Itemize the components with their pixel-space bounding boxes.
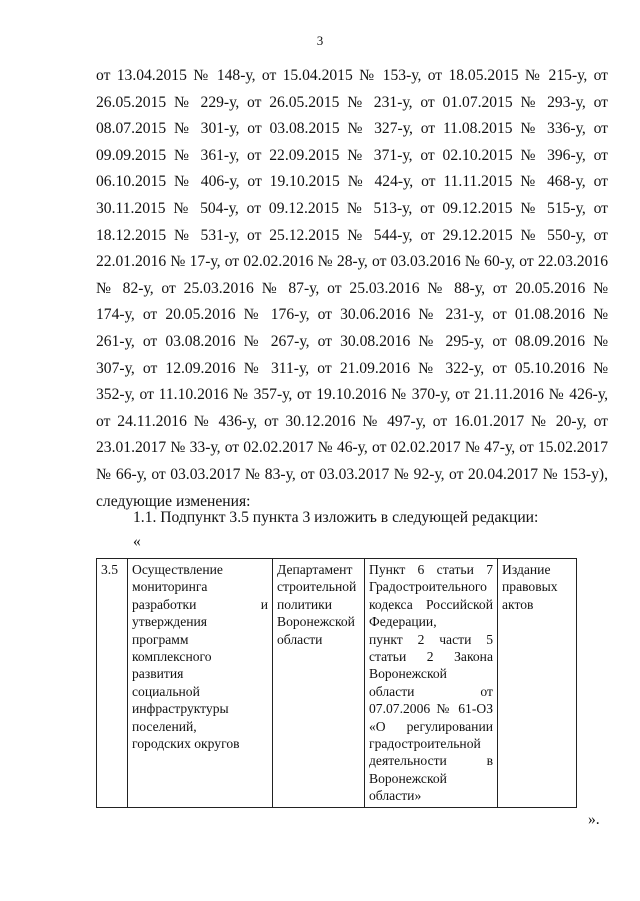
paragraph-line: 261-у, от 03.08.2016 № 267-у, от 30.08.2016 № 295-у, от 08.09.2016 № (96, 332, 608, 350)
cell-line: Издание (502, 562, 551, 577)
cell-line: утверждения (132, 614, 208, 630)
paragraph-line: 30.11.2015 № 504-у, от 09.12.2015 № 513-у, от 09.12.2015 № 515-у, от (96, 199, 608, 217)
table-row (97, 559, 577, 808)
cell-line: «О регулировании (369, 718, 493, 734)
opening-quote: « (133, 533, 141, 550)
cell-line: 07.07.2006 № 61-ОЗ (369, 701, 493, 717)
cell-line: деятельности в (369, 753, 493, 769)
amendment-table (96, 558, 577, 808)
cell-line: мониторинга (132, 579, 208, 595)
paragraph-line: 22.01.2016 № 17-у, от 02.02.2016 № 28-у, от 03.03.2016 № 60-у, от 22.03.2016 (96, 253, 608, 271)
paragraph-line: 307-у, от 12.09.2016 № 311-у, от 21.09.2016 № 322-у, от 05.10.2016 № (96, 359, 608, 377)
cell-line: городских округов (132, 736, 240, 752)
cell-line: пункт 2 части 5 (369, 631, 493, 647)
cell-line: 3.5 (101, 562, 118, 577)
cell-line: правовых (502, 579, 558, 595)
cell-line: актов (502, 596, 534, 612)
cell-line: Осуществление (132, 562, 223, 577)
cell-line: разработки и (132, 596, 268, 612)
cell-line: политики (277, 596, 333, 612)
cell-line: области (277, 631, 323, 647)
cell-line: статьи 2 Закона (369, 649, 493, 665)
paragraph-line: от 13.04.2015 № 148-у, от 15.04.2015 № 153-у, от 18.05.2015 № 215-у, от (96, 67, 608, 84)
table-cell-result (498, 559, 577, 808)
cell-line: программ (132, 631, 189, 647)
closing-quote: ». (588, 811, 600, 828)
cell-line: Воронежской (369, 770, 447, 786)
cell-line: развития (132, 666, 184, 682)
paragraph-line: 18.12.2015 № 531-у, от 25.12.2015 № 544-у, от 29.12.2015 № 550-у, от (96, 226, 608, 244)
cell-line: Пункт 6 статьи 7 (369, 562, 493, 577)
table-cell-responsible (273, 559, 365, 808)
paragraph-line: следующие изменения: (96, 492, 251, 510)
paragraph-line: 08.07.2015 № 301-у, от 03.08.2015 № 327-у, от 11.08.2015 № 336-у, от (96, 120, 608, 138)
paragraph-line: 06.10.2015 № 406-у, от 19.10.2015 № 424-у, от 11.11.2015 № 468-у, от (96, 173, 608, 191)
cell-line: комплексного (132, 649, 212, 665)
cell-line: области от (369, 683, 493, 699)
page-number: 3 (316, 33, 324, 48)
amendment-list-paragraph (96, 63, 608, 515)
cell-line: Градостроительного (369, 579, 487, 595)
cell-line: области» (369, 788, 422, 804)
cell-line: Федерации, (369, 614, 437, 630)
paragraph-line: 352-у, от 11.10.2016 № 357-у, от 19.10.2016 № 370-у, от 21.11.2016 № 426-у, (96, 386, 608, 404)
paragraph-line: 23.01.2017 № 33-у, от 02.02.2017 № 46-у, от 02.02.2017 № 47-у, от 15.02.2017 (96, 439, 608, 457)
table-cell-number (97, 559, 128, 808)
cell-line: строительной (277, 579, 357, 595)
cell-line: социальной (132, 683, 200, 699)
paragraph-line: № 82-у, от 25.03.2016 № 87-у, от 25.03.2016 № 88-у, от 20.05.2016 № (96, 279, 608, 297)
paragraph-line: 26.05.2015 № 229-у, от 26.05.2015 № 231-у, от 01.07.2015 № 293-у, от (96, 93, 608, 111)
cell-line: Департамент (277, 562, 353, 577)
cell-line: Воронежской (369, 666, 447, 682)
subparagraph-heading: 1.1. Подпункт 3.5 пункта 3 изложить в следующей редакции: (133, 509, 539, 526)
paragraph-line: 09.09.2015 № 361-у, от 22.09.2015 № 371-у, от 02.10.2015 № 396-у, от (96, 146, 608, 164)
paragraph-line: № 66-у, от 03.03.2017 № 83-у, от 03.03.2017 № 92-у, от 20.04.2017 № 153-у), (96, 465, 608, 483)
table-cell-legal-basis (365, 559, 498, 808)
table-cell-activity (128, 559, 273, 808)
paragraph-line: от 24.11.2016 № 436-у, от 30.12.2016 № 497-у, от 16.01.2017 № 20-у, от (96, 412, 608, 430)
cell-line: инфраструктуры (132, 701, 229, 717)
cell-line: поселений, (132, 718, 197, 734)
paragraph-line: 174-у, от 20.05.2016 № 176-у, от 30.06.2016 № 231-у, от 01.08.2016 № (96, 306, 608, 324)
cell-line: кодекса Российской (369, 596, 493, 612)
cell-line: градостроительной (369, 736, 481, 752)
cell-line: Воронежской (277, 614, 355, 630)
